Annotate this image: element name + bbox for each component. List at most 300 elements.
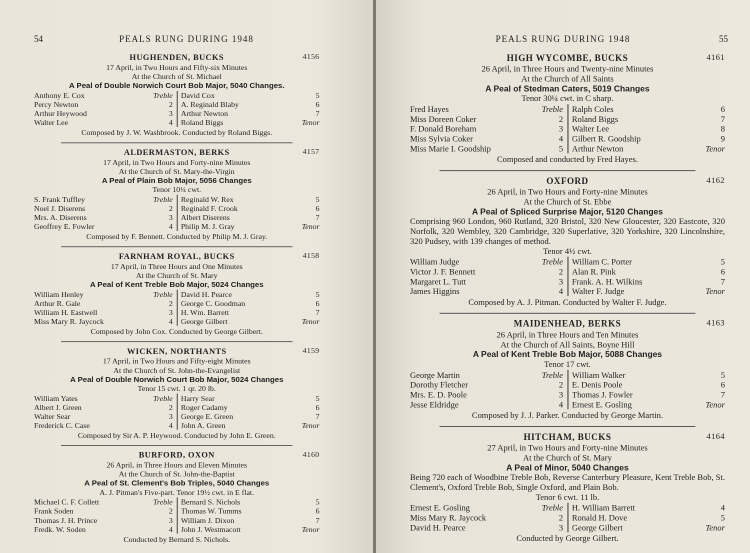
peal-place: MAIDENHEAD, BERKS	[513, 318, 622, 329]
ringer-row	[34, 516, 173, 525]
ringer-row	[34, 507, 173, 516]
peal-tenor-line: A. J. Pitman's Five-part. Tenor 19½ cwt. in E flat.	[99, 487, 255, 497]
ringer-row	[572, 114, 725, 124]
bell-position: 6	[315, 402, 320, 412]
ringers-right-column	[568, 370, 725, 409]
peal-composer-conductor: Composed by John Cox. Conducted by George Gilbert.	[90, 326, 263, 336]
ringer-row	[34, 109, 173, 118]
peal-place-heading	[34, 251, 320, 262]
bell-position: 3	[558, 123, 564, 134]
ringer-row	[410, 513, 563, 523]
bell-position: 7	[720, 389, 725, 400]
ringer-name: Ernest E. Gosling	[571, 399, 632, 410]
ringer-name: Reginald W. Rex	[180, 194, 234, 204]
ringer-row	[181, 299, 320, 308]
ringer-name: Thomas J. Fowler	[571, 389, 633, 400]
bell-position: Tenor	[705, 286, 725, 297]
ringer-name: Arthur Newton	[180, 108, 229, 118]
bell-position: 2	[558, 266, 564, 277]
bell-position: 5	[315, 289, 320, 299]
ringers-left-column	[34, 394, 177, 430]
ringer-row	[181, 394, 320, 403]
ringer-name: Alan R. Pink	[571, 266, 616, 277]
ringer-row	[410, 399, 563, 409]
ringers-band	[34, 290, 320, 326]
bell-position: Treble	[153, 90, 173, 100]
section-divider	[440, 313, 696, 314]
peal-composer-conductor: Conducted by George Gilbert.	[516, 533, 619, 544]
peal-record	[410, 52, 725, 164]
ringer-row	[572, 267, 725, 277]
bell-position: 4	[168, 221, 173, 231]
ringer-row	[181, 109, 320, 118]
peal-method-title: A Peal of Double Norwich Court Bob Major, 5040 Changes.	[69, 80, 285, 90]
bell-position: 2	[558, 114, 564, 124]
bell-position: 4	[168, 117, 173, 127]
ringers-band	[34, 91, 320, 127]
ringer-name: Noel J. Diserens	[34, 203, 86, 213]
ringer-row	[34, 290, 173, 299]
peal-composer-conductor: Composed by J. W. Washbrook. Conducted by Roland Biggs.	[81, 127, 273, 137]
ringer-name: James Higgins	[410, 286, 460, 297]
ringers-left-column	[34, 497, 177, 533]
bell-position: Tenor	[301, 524, 320, 534]
ringer-name: John J. Westmacott	[180, 524, 241, 534]
peal-detail-line: 26 April, in Two Hours and Forty-nine Minutes	[487, 186, 648, 197]
peal-record	[34, 52, 320, 137]
ringer-name: Ernest E. Gosling	[410, 502, 470, 513]
ringer-name: Roger Cadamy	[180, 402, 228, 412]
bell-position: 6	[315, 203, 320, 213]
peal-place: OXFORD	[546, 176, 589, 186]
ringer-row	[572, 276, 725, 286]
bell-position: Treble	[541, 104, 564, 115]
ringer-row	[572, 104, 725, 114]
ringer-name: Frederick C. Case	[34, 420, 90, 430]
ringer-name: Walter F. Judge	[571, 286, 625, 297]
peal-place-heading	[34, 450, 320, 461]
bell-position: 7	[315, 307, 320, 317]
bell-position: 5	[315, 194, 320, 204]
ringer-name: Arthur Heywood	[34, 108, 87, 118]
ringer-row	[34, 308, 173, 317]
bell-position: 7	[315, 212, 320, 222]
ringer-name: A. Reginald Blaby	[180, 99, 239, 109]
ringers-left-column	[410, 370, 568, 409]
ringer-name: Miss Sylvia Coker	[410, 133, 473, 144]
bell-position: Treble	[153, 497, 173, 507]
ringer-row	[572, 370, 725, 380]
ringer-name: David H. Pearce	[180, 289, 232, 299]
peal-record	[34, 346, 320, 440]
page-number: 54	[34, 34, 43, 44]
ringer-name: David Cox	[180, 90, 215, 100]
right-page-header	[376, 34, 750, 46]
bell-position: 3	[168, 108, 173, 118]
bell-position: 4	[720, 502, 725, 513]
ringer-row	[34, 118, 173, 127]
peal-method-title: A Peal of Kent Treble Bob Major, 5088 Changes	[472, 349, 663, 360]
ringer-name: Albert Diserens	[180, 212, 230, 222]
ringers-right-column	[177, 394, 319, 430]
ringer-name: Frank Soden	[34, 506, 74, 516]
ringer-row	[34, 91, 173, 100]
bell-position: 4	[168, 420, 173, 430]
bell-position: 3	[558, 276, 564, 287]
ringer-row	[34, 525, 173, 534]
ringer-row	[410, 276, 563, 286]
peal-method-description: Being 720 each of Woodbine Treble Bob, Reverse Canterbury Pleasure, Kent Treble Bob, St. Clement's, Oxford Treble Bob, Single Oxford, and Plain Bob.	[410, 472, 725, 492]
ringer-row	[34, 195, 173, 204]
peal-place-heading	[410, 175, 725, 187]
section-divider	[61, 246, 292, 247]
peal-composer-conductor: Composed by F. Bennett. Conducted by Philip M. J. Gray.	[86, 231, 268, 241]
peal-place-heading	[34, 147, 320, 158]
ringer-row	[410, 380, 563, 390]
ringer-name: Thomas J. H. Prince	[34, 515, 98, 525]
ringer-row	[572, 399, 725, 409]
ringer-row	[34, 317, 173, 326]
peal-place-heading	[410, 431, 725, 443]
ringer-row	[572, 124, 725, 134]
bell-position: 2	[558, 512, 564, 523]
ringer-row	[572, 134, 725, 144]
ringer-row	[181, 222, 320, 231]
bell-position: Treble	[541, 502, 564, 513]
left-peal-column	[34, 52, 320, 549]
peal-method-title: A Peal of Double Norwich Court Bob Major, 5024 Changes	[70, 374, 284, 384]
ringer-row	[181, 100, 320, 109]
ringer-row	[181, 516, 320, 525]
ringer-row	[181, 290, 320, 299]
ringer-row	[572, 257, 725, 267]
ringer-name: William Henley	[34, 289, 84, 299]
section-divider	[440, 426, 696, 427]
ringer-name: Harry Sear	[180, 393, 215, 403]
ringer-row	[410, 370, 563, 380]
peal-record	[34, 450, 320, 544]
peal-number: 4163	[706, 318, 725, 328]
ringers-band	[410, 104, 725, 153]
running-title: PEALS RUNG DURING 1948	[495, 34, 631, 44]
peal-number: 4158	[302, 251, 320, 260]
peal-composer-conductor: Composed by A. J. Pitman. Conducted by Walter F. Judge.	[468, 297, 667, 307]
ringers-right-column	[177, 195, 319, 231]
peal-composer-conductor: Composed by Sir A. P. Heywood. Conducted by John E. Green.	[77, 430, 276, 440]
ringer-name: Miss Mary R. Jaycock	[34, 316, 104, 326]
ringer-name: Mrs. E. D. Poole	[410, 389, 467, 400]
ringers-right-column	[177, 497, 319, 533]
bell-position: 8	[720, 123, 725, 134]
ringer-row	[34, 100, 173, 109]
peal-detail-line: At the Church of St. Mary	[135, 270, 218, 280]
ringer-name: Ronald H. Dove	[571, 512, 628, 523]
peal-detail-line: At the Church of St. Mary-the-Virgin	[118, 166, 235, 176]
ringer-name: Victor J. F. Bennett	[410, 266, 476, 277]
peal-place: HIGH WYCOMBE, BUCKS	[506, 52, 629, 63]
ringer-name: Michael C. F. Collett	[34, 497, 100, 507]
ringer-name: H. William Barrett	[571, 502, 636, 513]
peal-detail-line: At the Church of St. Ebbe	[523, 196, 612, 207]
ringer-row	[181, 525, 320, 534]
peal-number: 4162	[706, 176, 725, 185]
ringer-row	[410, 522, 563, 532]
ringers-band	[34, 394, 320, 430]
ringer-name: Percy Newton	[34, 99, 79, 109]
bell-position: 3	[558, 389, 564, 400]
ringer-name: Walter Lee	[571, 123, 610, 134]
ringer-name: Fred Hayes	[410, 104, 449, 115]
ringer-row	[572, 513, 725, 523]
peal-record	[34, 147, 320, 241]
bell-position: 6	[720, 379, 725, 390]
ringer-row	[410, 286, 563, 296]
ringer-name: Arthur Newton	[571, 143, 624, 154]
ringer-name: Jesse Eldridge	[410, 399, 459, 410]
bell-position: 4	[168, 316, 173, 326]
peal-tenor-line: Tenor 10¼ cwt.	[152, 184, 202, 194]
peal-detail-line: At the Church of St. John-the-Baptist	[118, 469, 235, 479]
bell-position: Treble	[153, 194, 173, 204]
bell-position: 3	[168, 411, 173, 421]
bell-position: Tenor	[301, 117, 320, 127]
ringer-name: H. Wm. Barrett	[180, 307, 230, 317]
peal-tenor-line: Tenor 17 cwt.	[544, 359, 591, 369]
ringer-row	[410, 257, 563, 267]
bell-position: 2	[168, 203, 173, 213]
ringers-left-column	[34, 195, 177, 231]
ringer-row	[181, 317, 320, 326]
bell-position: 2	[168, 298, 173, 308]
peal-method-title: A Peal of Kent Treble Bob Major, 5024 Changes	[89, 279, 264, 289]
ringer-row	[410, 267, 563, 277]
bell-position: Treble	[153, 393, 173, 403]
ringer-name: David H. Pearce	[410, 522, 466, 533]
bell-position: 7	[315, 108, 320, 118]
peal-composer-conductor: Conducted by Bernard S. Nichols.	[123, 534, 231, 544]
running-title: PEALS RUNG DURING 1948	[119, 34, 254, 44]
ringer-row	[181, 403, 320, 412]
ringer-name: William H. Eastwell	[34, 307, 98, 317]
ringer-row	[572, 380, 725, 390]
ringer-row	[34, 497, 173, 506]
peal-method-description: Comprising 960 London, 960 Rutland, 320 Bristol, 320 New Gloucester, 320 Eastcote, 320 Norfolk, 320 Wembley, 320 Cambridge, 320 Superlative, 320 Yorkshire, 320 Lincolnshire, 320 Pudsey, with 139 changes of method.	[410, 216, 725, 246]
ringer-name: Anthony E. Cox	[34, 90, 85, 100]
ringer-name: William C. Porter	[571, 256, 632, 267]
peal-place-heading	[410, 52, 725, 64]
peal-composer-conductor: Composed and conducted by Fred Hayes.	[496, 154, 638, 165]
bell-position: 9	[720, 133, 725, 144]
ringers-right-column	[568, 503, 725, 533]
ringer-row	[34, 394, 173, 403]
ringer-row	[34, 299, 173, 308]
left-page	[0, 0, 373, 553]
peal-detail-line: At the Church of St. John-the-Evangelist	[113, 365, 241, 375]
bell-position: 5	[315, 90, 320, 100]
ringer-row	[34, 412, 173, 421]
bell-position: 3	[168, 515, 173, 525]
section-divider	[61, 445, 292, 446]
ringer-name: William J. Dixon	[180, 515, 235, 525]
ringer-name: Fredk. W. Soden	[34, 524, 86, 534]
bell-position: 4	[558, 286, 564, 297]
ringers-left-column	[34, 290, 177, 326]
ringer-name: William Walker	[571, 369, 626, 380]
ringer-name: E. Denis Poole	[571, 379, 623, 390]
ringer-row	[34, 222, 173, 231]
peal-record	[410, 175, 725, 307]
ringer-name: George Gilbert	[180, 316, 228, 326]
bell-position: 2	[168, 99, 173, 109]
peal-method-title: A Peal of Plain Bob Major, 5056 Changes	[101, 175, 252, 185]
bell-position: 2	[558, 379, 564, 390]
ringers-band	[410, 503, 725, 533]
bell-position: 6	[720, 104, 725, 115]
peal-tenor-line: Tenor 6 cwt. 11 lb.	[535, 491, 600, 502]
ringers-right-column	[177, 290, 319, 326]
ringers-right-column	[177, 91, 319, 127]
bell-position: Tenor	[705, 522, 725, 533]
bell-position: 5	[720, 369, 725, 380]
ringer-row	[410, 124, 563, 134]
ringer-name: Philip M. J. Gray	[180, 221, 235, 231]
bell-position: 3	[168, 307, 173, 317]
peal-detail-line: At the Church of All Saints, Boyne Hill	[500, 339, 635, 350]
ringer-name: George Martin	[410, 369, 460, 380]
ringers-band	[410, 370, 725, 409]
peal-detail-line: 17 April, in Three Hours and One Minutes	[110, 261, 243, 271]
bell-position: Treble	[153, 289, 173, 299]
bell-position: 6	[315, 298, 320, 308]
ringers-band	[410, 257, 725, 296]
ringer-row	[181, 308, 320, 317]
peal-number: 4164	[706, 431, 725, 441]
ringer-name: Margaret L. Tutt	[410, 276, 467, 287]
bell-position: 4	[558, 133, 564, 144]
peal-tenor-line: Tenor 4½ cwt.	[543, 245, 592, 256]
peal-detail-line: 27 April, in Two Hours and Forty-nine Minutes	[487, 442, 648, 453]
peal-number: 4157	[302, 147, 320, 156]
ringer-row	[572, 286, 725, 296]
peal-detail-line: At the Church of St. Mary	[523, 452, 612, 463]
left-page-header	[0, 34, 373, 46]
ringer-name: Mrs. A. Diserens	[34, 212, 87, 222]
ringer-name: Roland Biggs	[180, 117, 224, 127]
bell-position: 5	[315, 497, 320, 507]
bell-position: 3	[558, 522, 564, 533]
bell-position: 6	[315, 506, 320, 516]
ringers-left-column	[410, 503, 568, 533]
ringers-band	[34, 195, 320, 231]
right-peal-column	[410, 52, 725, 549]
ringers-left-column	[34, 91, 177, 127]
ringer-row	[572, 390, 725, 400]
ringer-row	[181, 507, 320, 516]
ringer-name: Ralph Coles	[571, 104, 614, 115]
ringer-row	[34, 421, 173, 430]
bell-position: Tenor	[705, 143, 725, 154]
bell-position: 5	[720, 512, 725, 523]
peal-method-title: A Peal of Spliced Surprise Major, 5120 Changes	[471, 206, 663, 217]
peal-detail-line: At the Church of All Saints	[521, 73, 614, 84]
section-divider	[440, 170, 696, 171]
peal-tenor-line: Tenor 30¼ cwt. in C sharp.	[521, 93, 614, 104]
ringer-row	[410, 114, 563, 124]
section-divider	[61, 341, 292, 342]
section-divider	[61, 142, 292, 143]
ringer-name: William Yates	[34, 393, 78, 403]
peal-detail-line: 17 April, in Two Hours and Fifty-eight Minutes	[102, 356, 251, 366]
ringer-name: Frank. A. H. Wilkins	[571, 276, 643, 287]
peal-detail-line: At the Church of St. Michael	[131, 71, 222, 81]
bell-position: 7	[315, 411, 320, 421]
bell-position: 6	[720, 266, 725, 277]
bell-position: 7	[720, 114, 725, 124]
ringer-row	[572, 503, 725, 513]
ringer-row	[181, 213, 320, 222]
bell-position: Tenor	[705, 399, 725, 410]
ringer-name: George E. Green	[180, 411, 234, 421]
ringer-name: Geoffrey E. Fowler	[34, 221, 95, 231]
bell-position: 2	[168, 506, 173, 516]
bell-position: Tenor	[301, 420, 320, 430]
ringer-name: Walter Sear	[34, 411, 71, 421]
peal-number: 4160	[302, 450, 320, 459]
ringers-band	[34, 497, 320, 533]
peal-place-heading	[34, 346, 320, 357]
bell-position: Treble	[541, 369, 564, 380]
peal-place: BURFORD, OXON	[138, 450, 215, 460]
bell-position: 7	[720, 276, 725, 287]
peal-place: HUGHENDEN, BUCKS	[129, 52, 224, 62]
ringer-row	[181, 412, 320, 421]
bell-position: 5	[558, 143, 564, 154]
bell-position: 6	[315, 99, 320, 109]
ringer-name: George Gilbert	[571, 522, 623, 533]
peal-place: WICKEN, NORTHANTS	[126, 346, 227, 356]
ringer-name: William Judge	[410, 256, 460, 267]
ringer-name: Thomas W. Tumms	[180, 506, 242, 516]
ringer-row	[410, 134, 563, 144]
ringer-row	[34, 204, 173, 213]
page-number: 55	[719, 34, 728, 44]
peal-detail-line: 17 April, in Two Hours and Fifty-six Minutes	[106, 62, 248, 72]
bell-position: 2	[168, 402, 173, 412]
bell-position: Tenor	[301, 221, 320, 231]
ringer-row	[572, 522, 725, 532]
ringers-left-column	[410, 257, 568, 296]
ringer-name: Gilbert R. Goodship	[571, 133, 641, 144]
ringer-name: George C. Goodman	[180, 298, 246, 308]
peal-detail-line: 26 April, in Three Hours and Ten Minutes	[496, 329, 639, 340]
peal-number: 4159	[302, 346, 320, 355]
peal-method-title: A Peal of Minor, 5040 Changes	[506, 462, 629, 473]
peal-record	[410, 431, 725, 543]
peal-detail-line: 26 April, in Three Hours and Twenty-nine Minutes	[481, 63, 654, 74]
ringer-row	[34, 403, 173, 412]
ringer-name: Walter Lee	[34, 117, 69, 127]
ringer-name: Dorothy Fletcher	[410, 379, 469, 390]
peal-place: FARNHAM ROYAL, BUCKS	[118, 251, 235, 261]
peal-tenor-line: Tenor 15 cwt. 1 qr. 20 lb.	[137, 383, 216, 393]
peal-place-heading	[410, 318, 725, 330]
bell-position: 4	[168, 524, 173, 534]
ringers-right-column	[568, 257, 725, 296]
bell-position: 7	[315, 515, 320, 525]
bell-position: 5	[315, 393, 320, 403]
ringer-row	[181, 497, 320, 506]
peal-record	[410, 318, 725, 420]
